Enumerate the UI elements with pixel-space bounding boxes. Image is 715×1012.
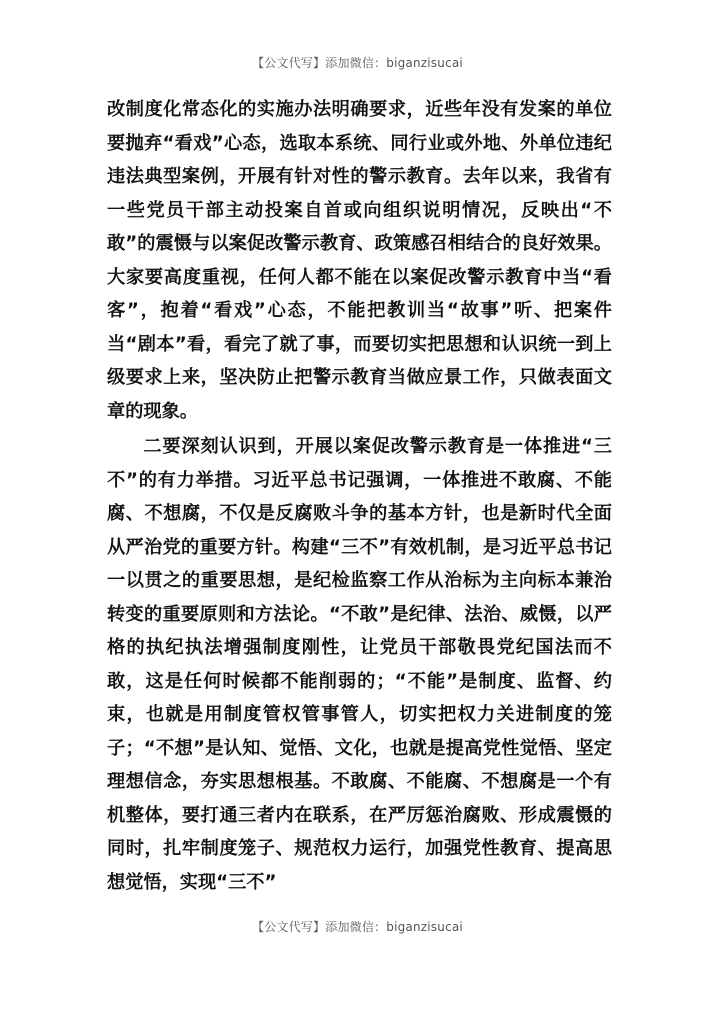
paragraph-continued: 改制度化常态化的实施办法明确要求，近些年没有发案的单位要抛弃“看戏”心态，选取本系统、同行业或外地、外单位违纪违法典型案例，开展有针对性的警示教育。去年以来，我省有一些党员干部主动投案自首或向组织说明情况，反映出“不敢”的震慑与以案促改警示教育、政策感召相结合的良好效果。大家要高度重视，任何人都不能在以案促改警示教育中当“看客”，抱着“看戏”心态，不能把教训当“故事”听、把案件当“剧本”看，看完了就了事，而要切实把思想和认识统一到上级要求上来，坚决防止把警示教育当做应景工作，只做表面文章的现象。: [107, 99, 612, 422]
paragraph-second-point: 二要深刻认识到，开展以案促改警示教育是一体推进“三不”的有力举措。习近平总书记强调，一体推进不敢腐、不能腐、不想腐，不仅是反腐败斗争的基本方针，也是新时代全面从严治党的重要方针。构建“三不”有效机制，是习近平总书记一以贯之的重要思想，是纪检监察工作从治标为主向标本兼治转变的重要原则和方法论。“不敢”是纪律、法治、威慑，以严格的执纪执法增强制度刚性，让党员干部敬畏党纪国法而不敢，这是任何时候都不能削弱的；“不能”是制度、监督、约束，也就是用制度管权管事管人，切实把权力关进制度的笼子；“不想”是认知、觉悟、文化，也就是提高党性觉悟、坚定理想信念，夯实思想根基。不敢腐、不能腐、不想腐是一个有机整体，要打通三者内在联系，在严厉惩治腐败、形成震慑的同时，扎牢制度笼子、规范权力运行，加强党性教育、提高思想觉悟，实现“三不”: [107, 436, 612, 893]
document-body: [107, 93, 612, 899]
page-header: 【公文代写】添加微信：biganzisucai: [252, 56, 463, 70]
page-footer: 【公文代写】添加微信：biganzisucai: [252, 920, 463, 934]
